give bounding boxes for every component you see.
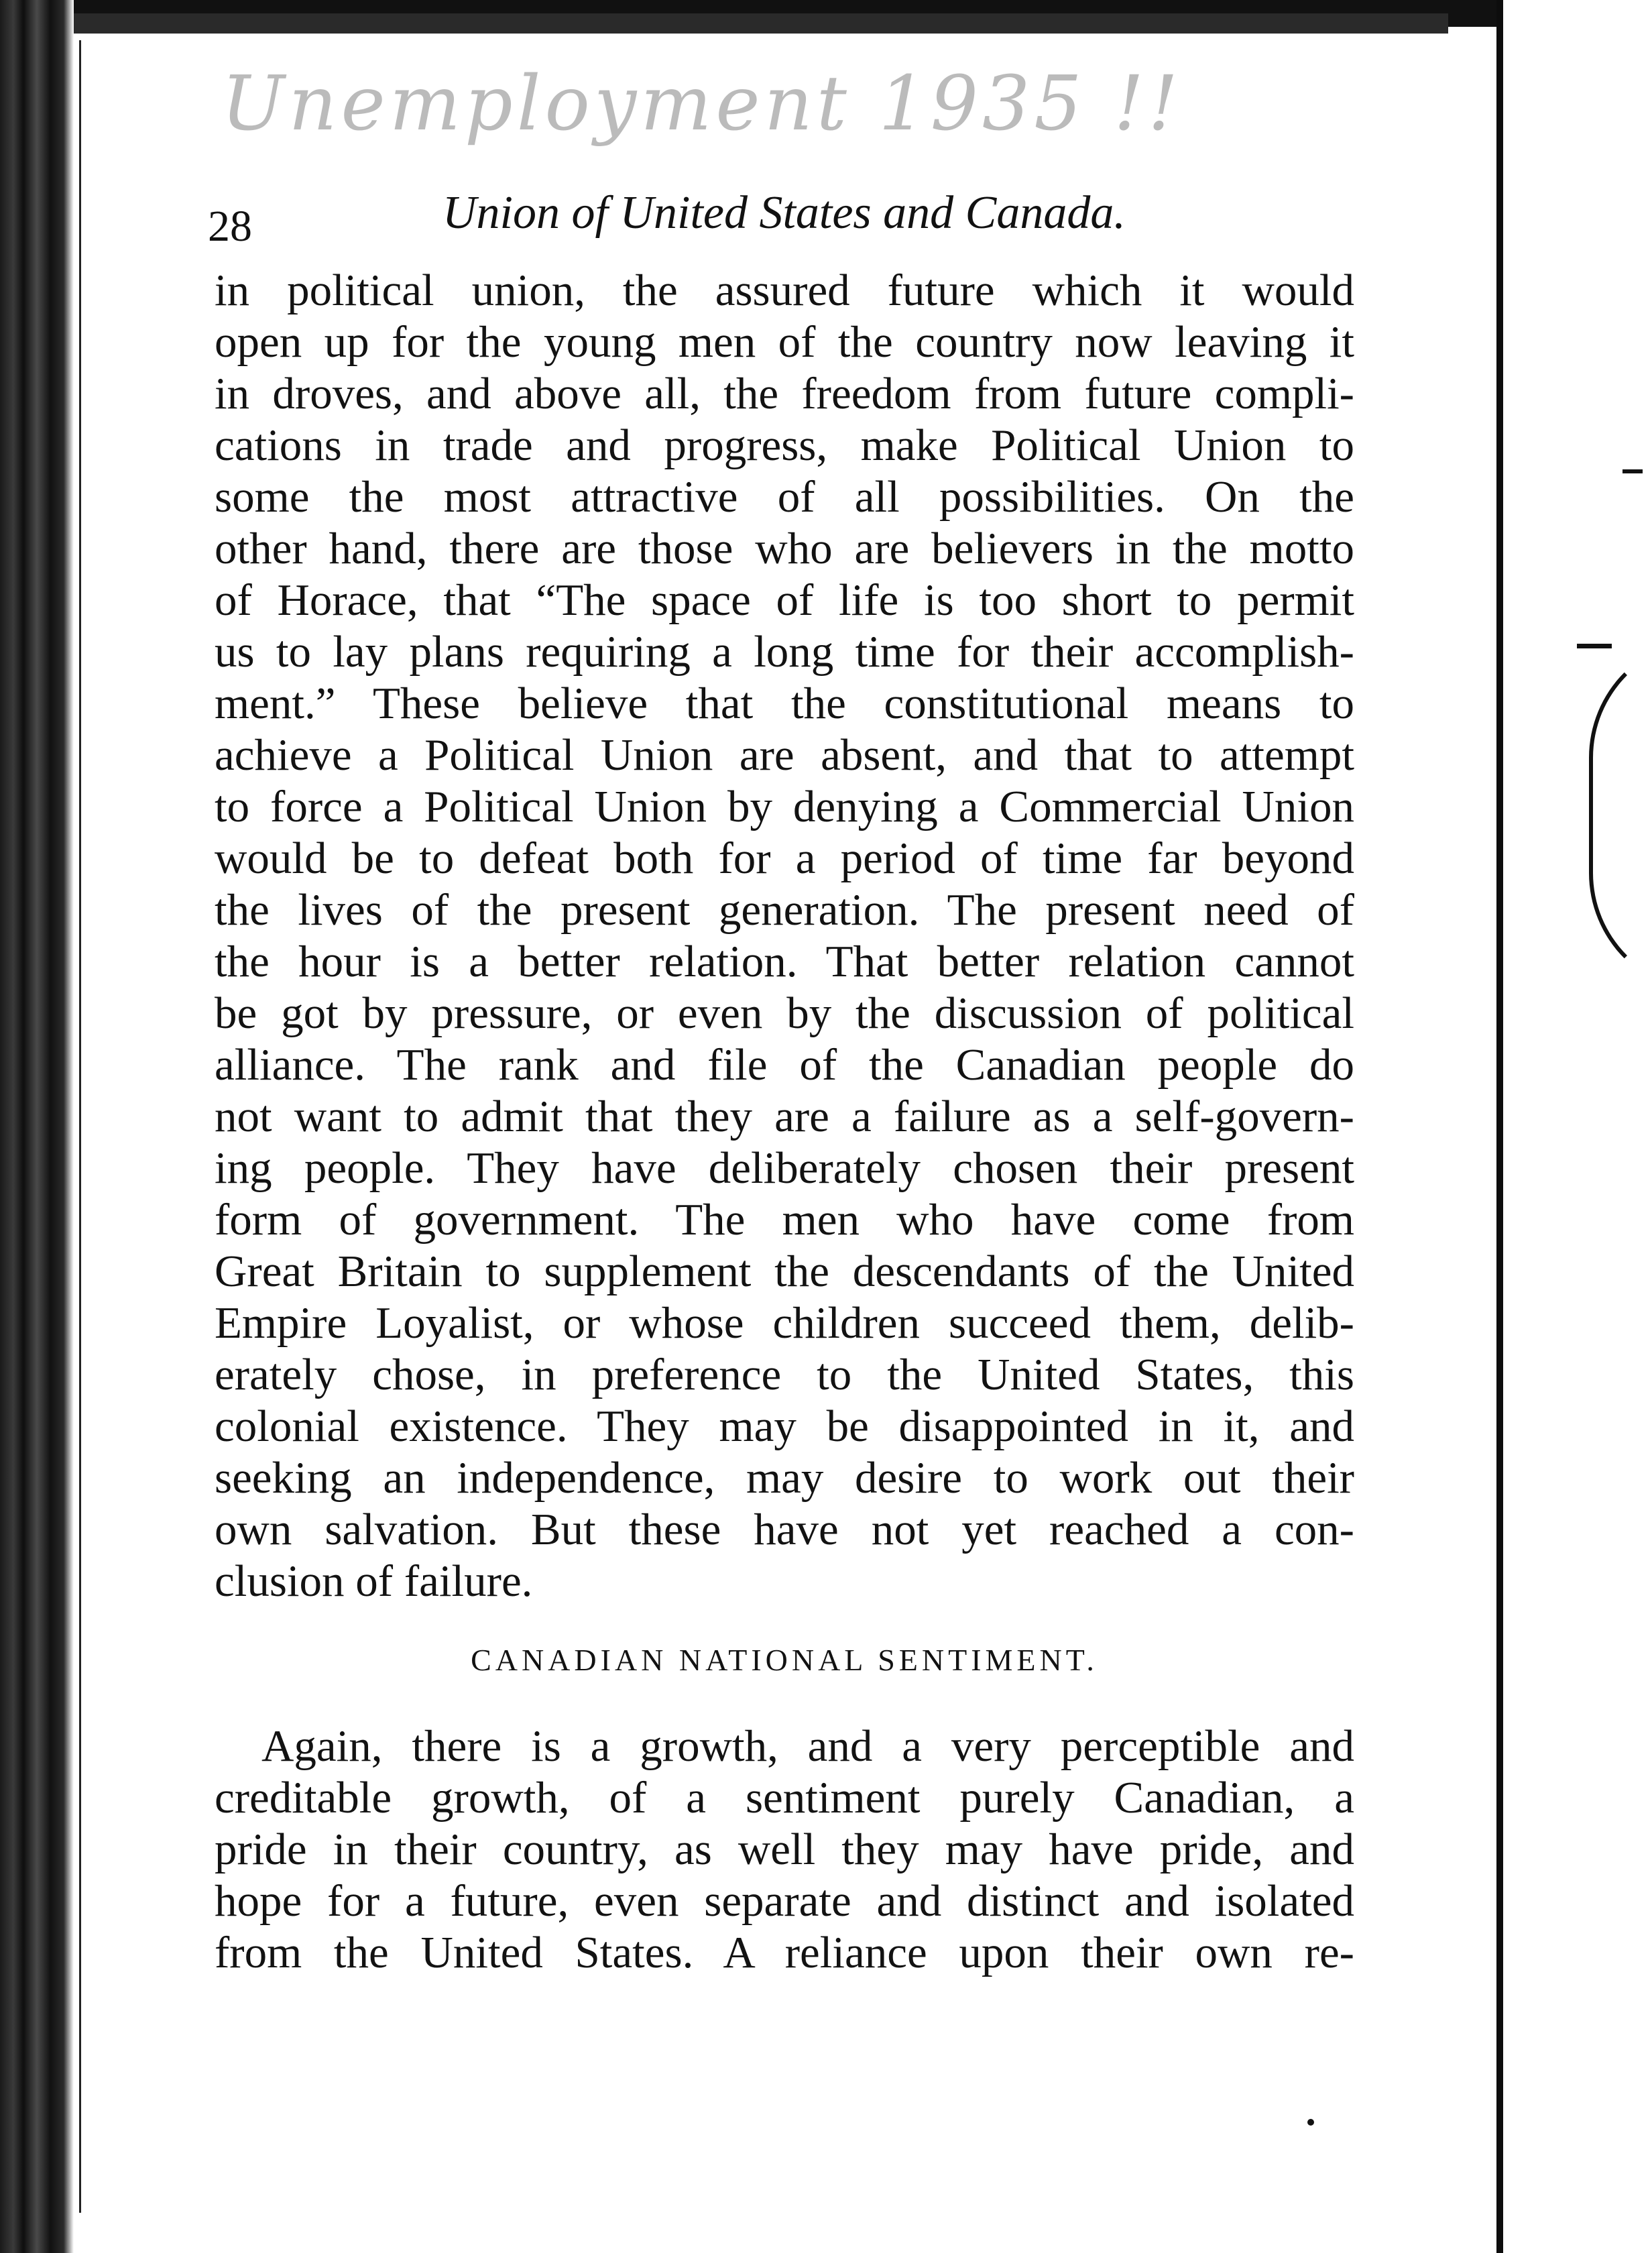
text-line: pride in their country, as well they may have pride, and	[215, 1825, 1354, 1874]
facing-page-divider	[1496, 0, 1503, 2253]
section-heading: CANADIAN NATIONAL SENTIMENT.	[471, 1643, 1098, 1677]
text-line: us to lay plans requiring a long time for their accomplish-	[215, 627, 1354, 677]
text-line: of Horace, that “The space of life is too short to permit	[215, 575, 1354, 625]
text-line: ing people. They have deliberately chosen their present	[215, 1143, 1354, 1193]
text-line: ment.” These believe that the constitutional means to	[215, 679, 1354, 728]
body-text	[215, 265, 1354, 1979]
text-line: the hour is a better relation. That better relation cannot	[215, 937, 1354, 986]
text-line: some the most attractive of all possibilities. On the	[215, 472, 1354, 522]
text-line: Empire Loyalist, or whose children succeed them, delib-	[215, 1298, 1354, 1348]
text-line: the lives of the present generation. The present need of	[215, 885, 1354, 935]
text-line: creditable growth, of a sentiment purely Canadian, a	[215, 1773, 1354, 1823]
text-line: in droves, and above all, the freedom from future compli-	[215, 369, 1354, 418]
text-line: erately chose, in preference to the United States, this	[215, 1350, 1354, 1399]
text-line: clusion of failure.	[215, 1556, 533, 1606]
text-line: colonial existence. They may be disappointed in it, and	[215, 1401, 1354, 1451]
text-line: alliance. The rank and file of the Canadian people do	[215, 1040, 1354, 1090]
text-line: cations in trade and progress, make Political Union to	[215, 420, 1354, 470]
text-line: achieve a Political Union are absent, and that to attempt	[215, 730, 1354, 780]
text-line: Again, there is a growth, and a very perceptible and	[261, 1721, 1354, 1771]
facing-page-strip	[1503, 0, 1652, 2253]
text-line: hope for a future, even separate and distinct and isolated	[215, 1876, 1354, 1926]
page-number: 28	[208, 202, 252, 251]
running-title: Union of United States and Canada.	[442, 187, 1126, 239]
text-line: Great Britain to supplement the descendants of the United	[215, 1247, 1354, 1296]
page-stack-edge	[0, 0, 74, 2253]
page-edge-line	[79, 40, 81, 2213]
text-line: to force a Political Union by denying a Commercial Union	[215, 782, 1354, 831]
text-line: seeking an independence, may desire to work out their	[215, 1453, 1354, 1503]
scan-speck	[1307, 2119, 1314, 2126]
text-line: not want to admit that they are a failure as a self-govern-	[215, 1092, 1354, 1141]
text-line: open up for the young men of the country now leaving it	[215, 317, 1354, 367]
text-line: form of government. The men who have come from	[215, 1195, 1354, 1245]
text-line: other hand, there are those who are believers in the motto	[215, 524, 1354, 573]
text-line: be got by pressure, or even by the discussion of political	[215, 988, 1354, 1038]
text-line: own salvation. But these have not yet reached a con-	[215, 1505, 1354, 1554]
facing-page-mark	[1577, 644, 1612, 648]
text-line: would be to defeat both for a period of time far beyond	[215, 833, 1354, 883]
text-line: from the United States. A reliance upon their own re-	[215, 1928, 1354, 1977]
scan-top-border-inner	[40, 13, 1448, 34]
facing-page-mark	[1622, 469, 1643, 473]
handwritten-note: Unemployment 1935 !!	[221, 60, 1183, 148]
text-line: in political union, the assured future which it would	[215, 266, 1354, 315]
